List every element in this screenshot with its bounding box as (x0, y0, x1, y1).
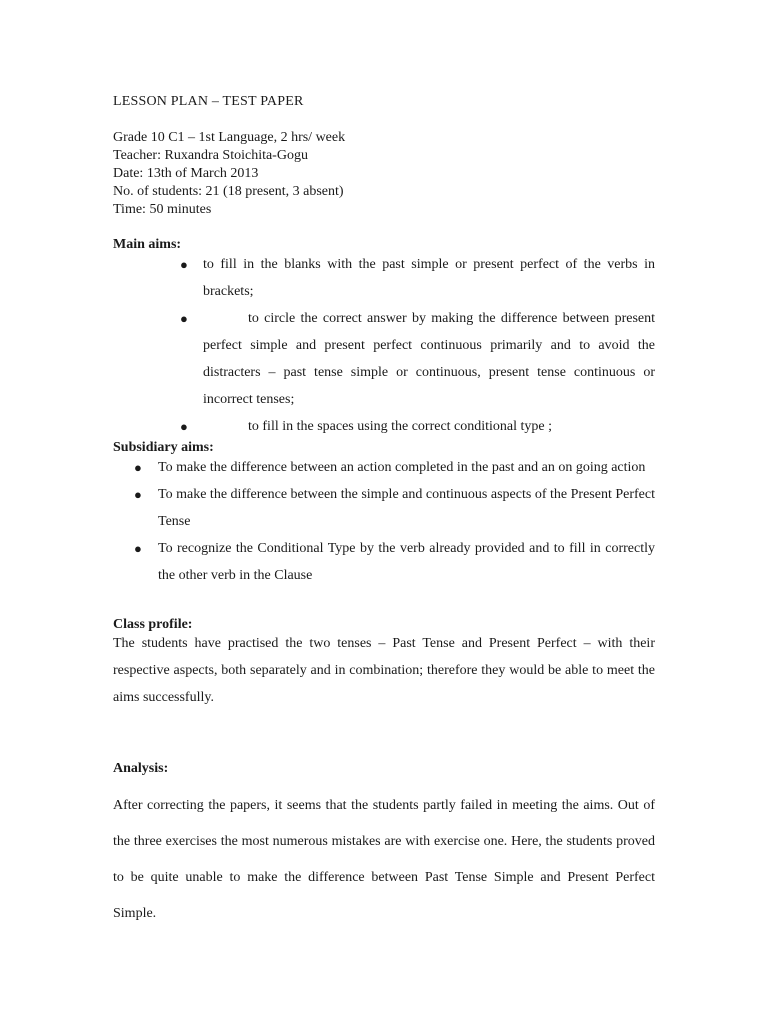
list-item (180, 251, 655, 305)
subsidiary-aim-text: To make the difference between the simple and continuous aspects of the Present Perfect Tense (158, 487, 655, 529)
class-profile-heading: Class profile: (113, 617, 193, 632)
list-item (134, 481, 655, 535)
main-aims-heading: Main aims: (113, 237, 182, 252)
students-line: No. of students: 21 (18 present, 3 absent) (113, 184, 344, 199)
analysis-text: After correcting the papers, it seems that the students partly failed in meeting the aims. Out of the three exercises the most numerous mistakes are with exercise one. Here, the students proved to be quite unable to make the difference between Past Tense Simple and Present Perfect Simple. (113, 798, 655, 921)
teacher-line: Teacher: Ruxandra Stoichita-Gogu (113, 148, 308, 163)
bullet-icon: ● (134, 541, 142, 556)
document-title: LESSON PLAN – TEST PAPER (113, 94, 304, 109)
main-aim-text: to circle the correct answer by making the difference between present perfect simple and present perfect continuous primarily and to avoid the distracters – past tense simple or continuous, present tense continuous or incorrect tenses; (203, 311, 655, 407)
subsidiary-aims-list (134, 454, 655, 589)
subsidiary-aims-heading: Subsidiary aims: (113, 440, 214, 455)
subsidiary-aim-text: To make the difference between an action completed in the past and an on going action (158, 460, 646, 475)
analysis-heading: Analysis: (113, 761, 169, 776)
bullet-icon: ● (180, 419, 188, 434)
lesson-info (113, 129, 345, 219)
bullet-icon: ● (180, 311, 188, 326)
grade-line: Grade 10 C1 – 1st Language, 2 hrs/ week (113, 130, 346, 145)
bullet-icon: ● (180, 257, 188, 272)
bullet-icon: ● (134, 460, 142, 475)
date-line: Date: 13th of March 2013 (113, 166, 259, 181)
subsidiary-aim-text: To recognize the Conditional Type by the verb already provided and to fill in correctly the other verb in the Clause (158, 541, 655, 583)
list-item (180, 305, 655, 413)
main-aim-text: to fill in the spaces using the correct conditional type ; (248, 419, 553, 434)
bullet-icon: ● (134, 487, 142, 502)
main-aims-list (180, 251, 655, 440)
list-item (134, 454, 655, 481)
list-item (180, 413, 655, 440)
list-item (134, 535, 655, 589)
main-aim-text: to fill in the blanks with the past simple or present perfect of the verbs in brackets; (203, 257, 655, 299)
class-profile-text: The students have practised the two tenses – Past Tense and Present Perfect – with their respective aspects, both separately and in combination; therefore they would be able to meet the aims successfully. (113, 636, 655, 705)
time-line: Time: 50 minutes (113, 202, 212, 217)
